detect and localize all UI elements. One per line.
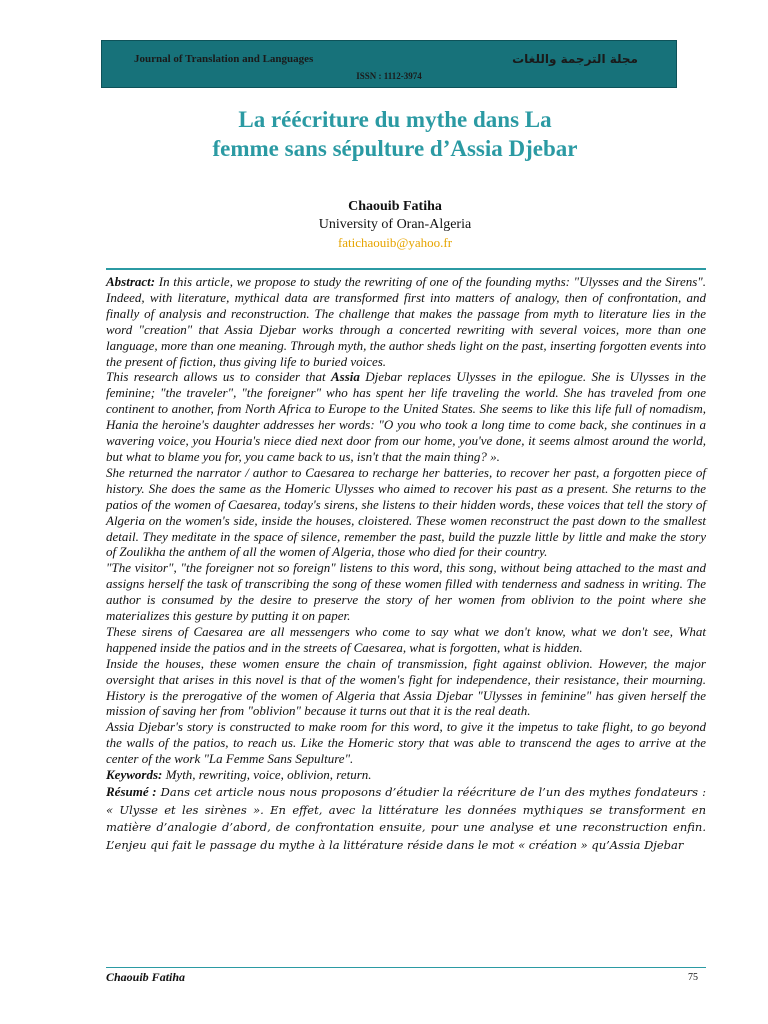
abstract-paragraph-3: She returned the narrator / author to Caesarea to recharge her batteries, to recover her past, a forgotten piece of history. She does the same as the Homeric Ulysses who aimed to recover his past as a present. She returns to the patios of the women of Caesarea, today's sirens, she listens to their hidden words, these voices that tell the story of Algeria on the women's side, inside the houses, cloistered. These women reconstruct the past down to the smallest detail. They meditate in the space of silence, remember the past, build the puzzle little by little and make the story of Zoulikha the anthem of all the women of Algeria, those who died for their country. bbox=[106, 464, 706, 560]
resume-text: Dans cet article nous nous proposons d’étudier la réécriture de l’un des mythes fondateurs : « Ulysse et les sirènes ». En effet, avec la littérature les données mythiques se transforment en matière d’analogie d’abord, de confrontation ensuite, pour une analyse et une reconstruction enfin. L’enjeu qui fait le passage du mythe à la littérature réside dans le mot « création » qu’Assia Djebar bbox=[106, 785, 706, 852]
abstract-label: Abstract: bbox=[106, 274, 156, 289]
journal-header-band bbox=[101, 40, 677, 88]
abstract-paragraph-4: "The visitor", "the foreigner not so foreign" listens to this word, this song, without being attached to the mast and assigns herself the task of transcribing the song of these women filled with tenderness and sadness in writing. The author is consumed by the desire to preserve the story of her women from oblivion to the point where she materializes this gesture by putting it on paper. bbox=[106, 560, 706, 624]
issn: ISSN : 1112-3974 bbox=[356, 71, 422, 81]
abstract-text-2a: This research allows us to consider that bbox=[106, 369, 331, 385]
top-divider bbox=[106, 268, 706, 270]
author-name: Chaouib Fatiha bbox=[348, 199, 442, 214]
abstract-text-2-bold: Assia bbox=[330, 369, 360, 385]
paper-title-line-1: La réécriture du mythe dans La bbox=[238, 107, 552, 132]
abstract-text-2b: Djebar replaces Ulysses in the epilogue. She is Ulysses in the feminine; "the traveler", "the foreigner" who has spent her life traveling the world. She has traveled from one continent to another, from North Africa to Europe to the United States. She seems to like this life full of nomadism, Hania the heroine's daughter addresses her words: "O you who took a long time to come back, she continues in a wavering voice, you Houria's niece died next door from our home, you've done, it seems almost around the world, but what to blame you for, you came back to us, isn't that the main thing? ». bbox=[106, 369, 706, 464]
abstract-paragraph-6: Inside the houses, these women ensure the chain of transmission, fight against oblivion. However, the major oversight that arises in this novel is that of the women's fight for independence, their resistance, their mourning. History is the prerogative of the women of Algeria that Assia Djebar "Ulysses in feminine" has given herself the mission of saving her from "oblivion" because it turns out that it is the real death. bbox=[106, 655, 706, 719]
keywords-text: Myth, rewriting, voice, oblivion, return. bbox=[162, 767, 372, 783]
abstract-paragraph-1 bbox=[106, 274, 706, 369]
abstract-paragraph-2 bbox=[106, 369, 706, 464]
journal-name-ar: مجلة الترجمة واللغات bbox=[512, 52, 638, 66]
paper-title-line-2: femme sans sépulture d’Assia Djebar bbox=[212, 136, 578, 161]
resume-label: Résumé : bbox=[106, 784, 157, 799]
author-block bbox=[100, 198, 690, 252]
abstract-paragraph-5: These sirens of Caesarea are all messengers who come to say what we don't know, what we don't see, What happened inside the patios and in the streets of Caesarea, what is forgotten, what is hidden. bbox=[106, 623, 706, 655]
journal-name-en: Journal of Translation and Languages bbox=[134, 53, 314, 65]
abstract-text-1: In this article, we propose to study the rewriting of one of the founding myths: "Ulysses and the Sirens". Indeed, with literature, mythical data are transformed first into matters of analogy, then of confrontation, and finally of analysis and reconstruction. The challenge that makes the passage from myth to literature lies in the word "creation" that Assia Djebar works through a concerted rewriting with several voices, more than one language, more than one meaning. Through myth, the author sheds light on the past, inserting forgotten events into the present of fiction, thus giving life to buried voices. bbox=[106, 274, 706, 369]
abstract-paragraph-7: Assia Djebar's story is constructed to make room for this word, to give it the impetus to take flight, to go beyond the walls of the patios, to reach us. Like the Homeric story that was able to transcend the ages to arrive at the center of the work "La Femme Sans Sepulture". bbox=[106, 719, 706, 767]
author-affiliation: University of Oran-Algeria bbox=[318, 217, 472, 232]
footer-author: Chaouib Fatiha bbox=[106, 970, 186, 984]
page-number: 75 bbox=[688, 972, 698, 983]
abstract-section bbox=[106, 274, 706, 854]
author-email-link[interactable]: fatichaouib@yahoo.fr bbox=[337, 235, 453, 250]
resume-paragraph bbox=[106, 783, 706, 854]
keywords-line bbox=[106, 767, 706, 783]
paper-title bbox=[100, 105, 690, 163]
footer-divider bbox=[106, 967, 706, 968]
keywords-label: Keywords: bbox=[106, 767, 163, 783]
